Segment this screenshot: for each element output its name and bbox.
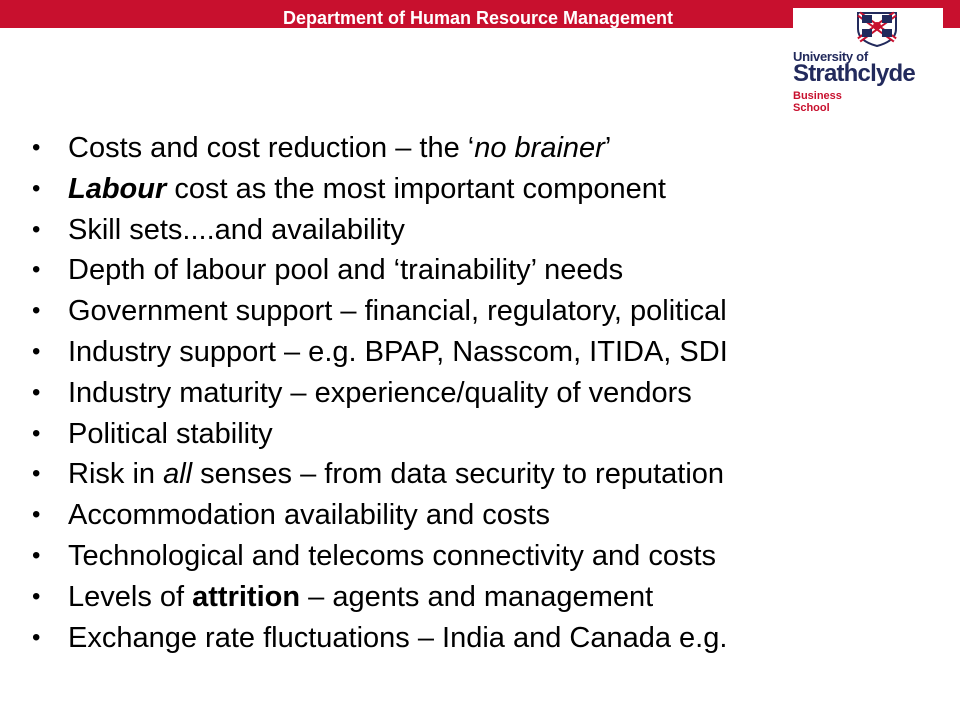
bullet-text: Accommodation availability and costs: [68, 499, 550, 532]
bullet-item: [30, 414, 930, 455]
bullet-item: [30, 618, 930, 659]
bullet-text: no brainer: [474, 132, 605, 164]
logo-business: Business: [793, 90, 842, 102]
bullet-text: cost as the most important component: [166, 172, 666, 205]
bullet-dot-icon: •: [32, 419, 41, 447]
bullet-text: ’: [604, 132, 612, 164]
logo-university-of: University of: [793, 49, 868, 64]
bullet-dot-icon: •: [32, 378, 41, 406]
bullet-dot-icon: •: [32, 337, 41, 365]
bullet-dot-icon: •: [32, 134, 41, 161]
bullet-dot-icon: •: [32, 582, 41, 610]
bullet-text: Levels of: [68, 580, 193, 613]
bullet-text: senses – from data security to reputation: [192, 458, 725, 491]
bullet-text: Depth of labour pool and ‘trainability’ needs: [68, 254, 624, 287]
university-logo: [793, 8, 943, 120]
university-crest-icon: [855, 11, 899, 47]
bullet-text: Labour: [68, 172, 167, 205]
bullet-text: Risk in: [68, 458, 164, 491]
bullet-dot-icon: •: [32, 174, 41, 202]
bullet-dot-icon: •: [32, 215, 41, 243]
bullet-dot-icon: •: [32, 541, 41, 569]
bullet-item: [30, 332, 930, 373]
bullet-dot-icon: •: [32, 256, 41, 284]
bullet-dot-icon: •: [32, 460, 41, 488]
bullet-text: Skill sets....and availability: [68, 213, 405, 246]
bullet-item: [30, 373, 930, 414]
bullet-text: all: [163, 458, 193, 491]
bullet-item: [30, 128, 930, 169]
department-title-text: Department of Human Resource Management: [282, 8, 674, 28]
bullet-text: Political stability: [68, 417, 273, 450]
bullet-list: [30, 128, 930, 658]
bullet-text: Exchange rate fluctuations – India and Canada e.g.: [68, 621, 728, 654]
bullet-item: [30, 250, 930, 291]
bullet-text: – agents and management: [300, 580, 654, 613]
bullet-text: Technological and telecoms connectivity and costs: [68, 539, 717, 572]
logo-strathclyde: Strathclyde: [793, 60, 915, 87]
bullet-item: [30, 169, 930, 210]
bullet-text: Industry maturity – experience/quality of vendors: [68, 376, 692, 409]
bullet-item: [30, 454, 930, 495]
bullet-dot-icon: •: [32, 297, 41, 325]
bullet-item: [30, 291, 930, 332]
bullet-dot-icon: •: [32, 501, 41, 529]
bullet-item: [30, 210, 930, 251]
bullet-text: Government support – financial, regulatory, political: [68, 295, 727, 328]
bullet-item: [30, 536, 930, 577]
bullet-text: attrition: [192, 580, 301, 613]
bullet-item: [30, 577, 930, 618]
bullet-item: [30, 495, 930, 536]
bullet-dot-icon: •: [32, 623, 41, 651]
logo-school: School: [793, 102, 830, 114]
bullet-text: Costs and cost reduction – the ‘: [68, 132, 475, 164]
bullet-text: Industry support – e.g. BPAP, Nasscom, ITIDA, SDI: [68, 335, 728, 368]
